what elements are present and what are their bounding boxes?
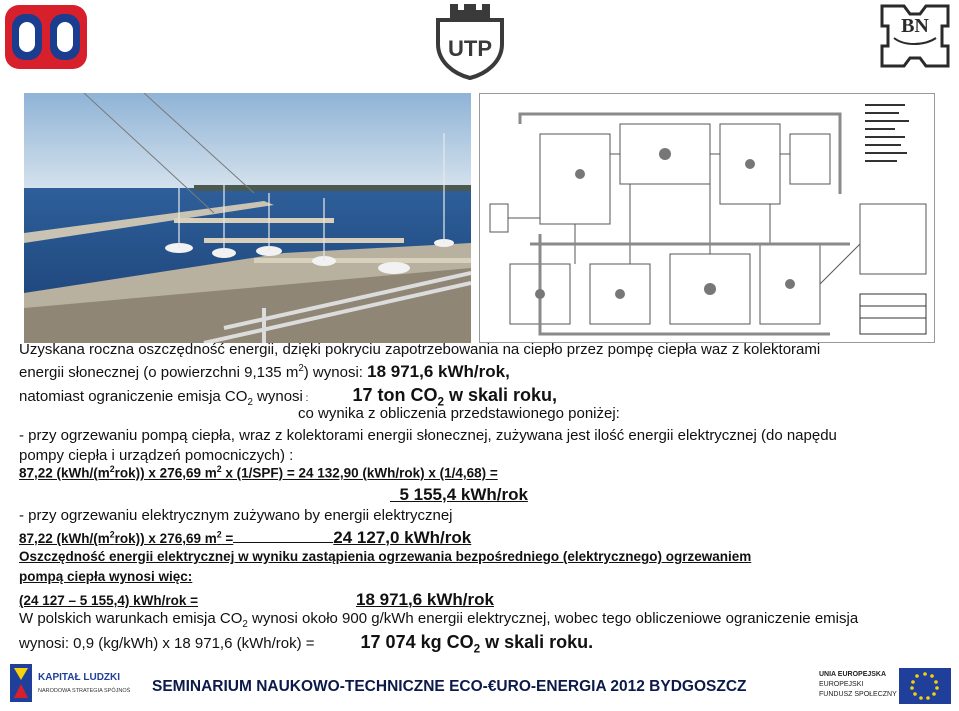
text-line-2: energii słonecznej (o powierzchni 9,135 $m^2$) wynosi: 18 971,6 kWh/rok,	[19, 362, 510, 381]
heat-pump-schematic	[479, 93, 935, 343]
electric-energy-value: 24 127,0 kWh/rok	[333, 528, 472, 547]
energy-saving-value: 18 971,6 kWh/rok,	[367, 362, 510, 381]
formula-electric: 87,22 $(kWh/(m^2rok))$ x 276,69 $m^2 = 24$ 127,0 kWh/rok	[19, 528, 472, 547]
bn-logo	[876, 2, 954, 70]
eu-social-fund-logo	[815, 664, 955, 708]
kapital-ludzki-text: KAPITAŁ LUDZKI	[38, 672, 121, 683]
co2-final-value: 17 074 kg $CO_2$ w skali roku.	[360, 632, 594, 656]
kapital-ludzki-logo	[8, 660, 130, 706]
text-line-5: - przy ogrzewaniu pompą ciepła, wraz z kolektorami energii słonecznej, zużywana jest ilość energii elektrycznej (do napędu	[19, 427, 837, 444]
text-line-15: wynosi: 0,9 (kg/kWh) x 18 971,6 (kWh/rok) = 17 074 kg $CO_2$ w skali roku.	[19, 632, 594, 656]
eu-text-3: FUNDUSZ SPOŁECZNY	[819, 691, 897, 698]
heat-pump-energy-value: 5 155,4 kWh/rok	[390, 485, 528, 504]
text-line-1: Uzyskana roczna oszczędność energii, dzięki pokryciu zapotrzebowania na ciepło przez pompę ciepła waz z kolektorami	[19, 341, 821, 358]
utp-logo	[428, 0, 512, 80]
eu-text-2: EUROPEJSKI	[819, 681, 864, 688]
seminar-title: SEMINARIUM NAUKOWO-TECHNICZNE ECO-€URO-ENERGIA 2012 BYDGOSZCZ	[152, 678, 747, 695]
utp-logo-text: UTP	[448, 36, 492, 61]
kapital-ludzki-subtext: NARODOWA STRATEGIA SPÓJNOŚCI	[38, 688, 130, 694]
saving-value: 18 971,6 kWh/rok	[355, 590, 494, 609]
co2-reduction-value: 17 ton $CO_2$ w skali roku,	[352, 385, 558, 409]
marina-photo	[24, 93, 471, 343]
eu-text-1: UNIA EUROPEJSKA	[819, 671, 887, 678]
text-line-4: co wynika z obliczenia przedstawionego poniżej:	[298, 405, 620, 422]
text-line-12: pompą ciepła wynosi więc:	[19, 569, 193, 584]
bn-logo-text: BN	[901, 15, 929, 37]
text-line-14: W polskich warunkach emisja $CO_2$ wynosi około 900 g/kWh energii elektrycznej, wobec tego obliczeniowe ograniczenie emisja	[19, 610, 859, 630]
text-line-9: - przy ogrzewaniu elektrycznym zużywano by energii elektrycznej	[19, 507, 453, 524]
text-line-6: pompy ciepła i urządzeń pomocniczych) :	[19, 447, 294, 464]
text-line-11: Oszczędność energii elektrycznej w wyniku zastąpienia ogrzewania bezpośredniego (elektrycznego) ogrzewaniem	[19, 549, 752, 564]
text-line-3: natomiast ograniczenie emisja $CO_2$ wynosi : 17 ton $CO_2$ w skali roku,	[19, 385, 558, 409]
formula-heat-pump: 87,22 $(kWh/(m^2rok))$ x 276,69 $m^2$ x (1/SPF) = 24 132,90 (kWh/rok) x (1/4,68) =	[19, 464, 498, 481]
formula-saving: (24 127 – 5 155,4) kWh/rok = 18 971,6 kWh/rok	[19, 590, 494, 609]
university-logo-left	[4, 4, 88, 70]
